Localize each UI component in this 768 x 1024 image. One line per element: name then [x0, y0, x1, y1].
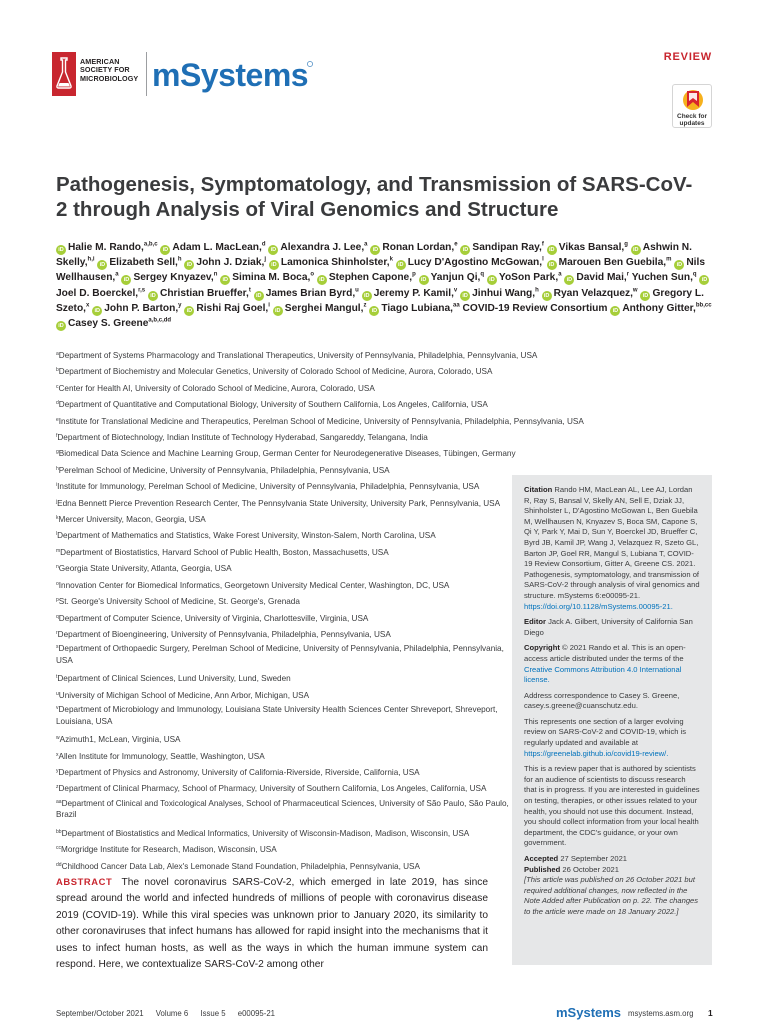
orcid-icon[interactable]: iD	[460, 245, 470, 255]
author-affiliation-marker: f	[541, 241, 544, 248]
citation-doi-link[interactable]: https://doi.org/10.1128/mSystems.00095-21.	[524, 601, 673, 611]
affiliation-item	[56, 496, 516, 512]
license-link[interactable]: Creative Commons Attribution 4.0 International license.	[524, 664, 682, 685]
publication-note: [This article was published on 26 October 2021 but required additional changes, now reflected in the Note Added after Publication on p. 22. The changes to the article were made on 18 January 2022.]	[524, 875, 699, 916]
affiliation-text: Department of Clinical Sciences, Lund University, Lund, Sweden	[57, 674, 291, 684]
author-affiliation-marker: r	[626, 272, 630, 279]
affiliation-marker: z	[56, 784, 59, 791]
affiliation-marker: e	[56, 416, 59, 423]
orcid-icon[interactable]: iD	[269, 260, 279, 270]
affiliation-item	[56, 688, 516, 704]
editor-block	[524, 617, 700, 638]
author-affiliation-marker: bb,cc	[695, 302, 712, 309]
author-affiliation-marker: q	[480, 272, 485, 279]
author-entry	[463, 303, 608, 314]
author-affiliation-marker: d	[261, 241, 266, 248]
affiliation-text: Department of Bioengineering, University of Pennsylvania, Philadelphia, Pennsylvania, USA	[57, 629, 391, 639]
author-name: Adam L. MacLean,	[172, 242, 262, 253]
affiliation-text: St. George's University School of Medicine, St. George's, Grenada	[58, 597, 300, 607]
check-for-updates-button[interactable]	[672, 84, 712, 128]
affiliation-marker: bb	[56, 828, 62, 835]
author-name: Ryan Velazquez,	[553, 287, 633, 299]
article-info-sidebar	[512, 475, 712, 965]
affiliation-marker: q	[56, 613, 59, 620]
author-affiliation-marker: h	[535, 287, 539, 294]
correspondence-block: Address correspondence to Casey S. Greene, casey.s.greene@cuanschutz.edu.	[524, 690, 680, 711]
affiliation-item	[56, 627, 516, 643]
author-entry	[56, 242, 158, 253]
author-entry	[121, 272, 217, 283]
citation-text: Rando HM, MacLean AL, Lee AJ, Lordan R, Ray S, Bansal V, Skelly AN, Sell E, Dziak JJ, Shinholster L, D'Agostino McGowan L, Ben Guebila M, Wellhausen N, Knyazev S, Boca SM, Capone S, Qi Y, Park Y, Mai D, Sun Y, Boerckel JD, Brueffer C, Byrd JB, Kamil JP, Wang J, Velazquez R, Szeto GL, Barton JP, Goel RR, Mangul S, Lubiana T, COVID-19 Review Consortium, Gitter A, Greene CS. 2021. Pathogenesis, symptomatology, and transmission of SARS-CoV-2 through analysis of viral genomics and structure. mSystems 6:e00095-21.	[524, 485, 700, 600]
author-affiliation-marker: m	[666, 256, 672, 263]
author-entry	[269, 257, 393, 268]
author-entry	[460, 242, 543, 253]
editor-text: Jack A. Gilbert, University of California San Diego	[524, 617, 693, 637]
affiliation-marker: aa	[56, 798, 62, 805]
section-note-text: This represents one section of a larger evolving review on SARS-CoV-2 and COVID-19, which is regularly updated and available at	[524, 716, 687, 748]
author-affiliation-marker: a	[115, 272, 119, 279]
orcid-icon[interactable]: iD	[396, 260, 406, 270]
footer-logo-text: mSystems	[556, 1005, 622, 1020]
affiliation-item	[56, 528, 516, 544]
affiliation-item	[56, 842, 516, 858]
affiliation-text: Department of Mathematics and Statistics, Wake Forest University, Winston-Salem, North Carolina, USA	[57, 531, 436, 541]
author-entry	[184, 303, 270, 314]
affiliation-marker: v	[56, 705, 59, 712]
abstract-text: The novel coronavirus SARS-CoV-2, which emerged in late 2019, has since spread around the world and infected hundreds of millions of people with coronavirus disease 2019 (COVID-19). While this viral species was unknown prior to January 2020, its similarity to other coronaviruses that infect humans has allowed for rapid insight into the mechanisms that it uses to infect human hosts, as well as the ways in which the human immune system can respond. Here, we contextualize SARS-CoV-2 among other	[56, 877, 488, 971]
author-entry	[268, 242, 367, 253]
author-affiliation-marker: h	[177, 256, 182, 263]
affiliation-text: Department of Biochemistry and Molecular Genetics, University of Colorado School of Medicine, Aurora, Colorado, USA	[58, 367, 493, 377]
author-affiliation-marker: o	[310, 272, 314, 279]
footer-msystems-logo	[556, 1003, 622, 1021]
author-name: Anthony Gitter,	[622, 302, 696, 314]
author-name: Jinhui Wang,	[472, 287, 536, 299]
orcid-icon[interactable]: iD	[631, 245, 641, 255]
affiliation-text: Allen Institute for Immunology, Seattle, Washington, USA	[58, 751, 265, 761]
author-affiliation-marker: h,i	[87, 256, 95, 263]
affiliation-marker: x	[56, 751, 59, 758]
author-name: Lucy D'Agostino McGowan,	[407, 257, 543, 269]
author-name: James Brian Byrd,	[265, 287, 356, 299]
affiliation-text: Mercer University, Macon, Georgia, USA	[58, 515, 206, 525]
author-name: John J. Dziak,	[196, 257, 265, 269]
author-name: Marouen Ben Guebila,	[558, 257, 667, 269]
affiliation-item	[56, 545, 516, 561]
affiliation-item	[56, 611, 516, 627]
orcid-icon[interactable]: iD	[254, 291, 264, 301]
author-entry	[148, 288, 251, 299]
author-name: Christian Brueffer,	[159, 287, 249, 299]
author-affiliation-marker: z	[363, 302, 367, 309]
orcid-icon[interactable]: iD	[460, 291, 470, 301]
orcid-icon[interactable]: iD	[92, 306, 102, 316]
affiliation-item	[56, 446, 516, 462]
author-affiliation-marker: a,b,c	[143, 241, 158, 248]
author-affiliation-marker: w	[632, 287, 638, 294]
orcid-icon[interactable]: iD	[317, 275, 327, 285]
citation-label: Citation	[524, 485, 553, 494]
author-name: Simina M. Boca,	[232, 272, 311, 284]
affiliation-text: Institute for Translational Medicine and Therapeutics, Perelman School of Medicine, University of Pennsylvania, Philadelphia, Pennsylvania, USA	[58, 416, 584, 426]
author-name: Rishi Raj Goel,	[196, 302, 269, 314]
disclaimer-block: This is a review paper that is authored by scientists for an audience of scientists to discuss research that is in progress. If you are interested in guidelines on testing, therapies, or other issues related to your health, you should not use this document. Instead, you should collect information from your local health department, the CDC's guidance, or your own government.	[524, 764, 700, 848]
affiliation-item	[56, 859, 516, 875]
check-for-updates-label: Check for updates	[677, 113, 707, 127]
author-name: Gregory L. Szeto,	[56, 287, 704, 314]
orcid-icon[interactable]: iD	[184, 260, 194, 270]
author-entry	[460, 288, 539, 299]
affiliation-text: Biomedical Data Science and Machine Learning Group, German Center for Neurodegenerative Diseases, Tübingen, Germany	[58, 449, 516, 459]
affiliation-item	[56, 826, 516, 842]
author-name: Alexandra J. Lee,	[280, 242, 365, 253]
affiliation-item	[56, 671, 516, 687]
affiliation-marker: j	[56, 498, 58, 505]
affiliation-marker: h	[56, 465, 59, 472]
author-entry	[362, 288, 458, 299]
author-name: John P. Barton,	[104, 302, 179, 314]
footer-article-id: e00095-21	[237, 1009, 276, 1018]
affiliation-item	[56, 594, 516, 610]
affiliation-text: Childhood Cancer Data Lab, Alex's Lemonade Stand Foundation, Philadelphia, Pennsylvania, USA	[61, 861, 420, 871]
author-name: Jeremy P. Kamil,	[373, 287, 454, 299]
author-entry	[547, 242, 628, 253]
author-affiliation-marker: a	[364, 241, 368, 248]
author-entry	[487, 272, 562, 283]
author-affiliation-marker: t	[248, 287, 251, 294]
orcid-icon[interactable]: iD	[273, 306, 283, 316]
affiliation-item	[56, 463, 516, 479]
orcid-icon[interactable]: iD	[184, 306, 194, 316]
orcid-icon[interactable]: iD	[56, 321, 66, 331]
affiliation-marker: d	[56, 400, 59, 407]
orcid-icon[interactable]: iD	[674, 260, 684, 270]
orcid-icon[interactable]: iD	[487, 275, 497, 285]
accepted-date: 27 September 2021	[560, 854, 628, 863]
affiliation-marker: w	[56, 735, 60, 742]
affiliation-marker: f	[56, 433, 58, 440]
article-title: Pathogenesis, Symptomatology, and Transmission of SARS-CoV-2 through Analysis of Viral Genomics and Structure	[56, 173, 693, 221]
author-name: Ashwin N. Skelly,	[56, 242, 692, 269]
author-name: Yanjun Qi,	[430, 272, 481, 284]
orcid-icon[interactable]: iD	[160, 245, 170, 255]
affiliation-item	[56, 414, 584, 430]
author-affiliation-marker: i	[268, 302, 270, 309]
author-name: Tiago Lubiana,	[381, 302, 454, 314]
author-entry	[184, 257, 266, 268]
copyright-label: Copyright	[524, 643, 560, 653]
page-number: 1	[708, 1008, 713, 1018]
affiliation-text: Morgridge Institute for Research, Madison, Wisconsin, USA	[61, 845, 277, 855]
affiliation-marker: n	[56, 564, 59, 571]
affiliation-item	[56, 561, 516, 577]
author-entry	[564, 272, 629, 283]
author-affiliation-marker: q	[692, 272, 697, 279]
affiliation-text: Department of Systems Pharmacology and Translational Therapeutics, University of Pennsylvania, Philadelphia, Pennsylvania, USA	[58, 351, 538, 360]
author-affiliation-marker: n	[213, 272, 218, 279]
author-entry	[632, 272, 697, 283]
affiliation-text: Department of Orthopaedic Surgery, Perelman School of Medicine, University of Pennsylvania, Philadelphia, Pennsylvania, USA	[56, 644, 504, 665]
footer-issue: Issue 5	[200, 1009, 226, 1018]
author-affiliation-marker: r,s	[138, 287, 146, 294]
orcid-icon[interactable]: iD	[547, 245, 557, 255]
accepted-label: Accepted	[524, 854, 559, 863]
orcid-icon[interactable]: iD	[610, 306, 620, 316]
affiliation-marker: c	[56, 383, 59, 390]
author-name: Vikas Bansal,	[558, 242, 625, 253]
published-label: Published	[524, 864, 561, 874]
affiliation-text: Department of Quantitative and Computational Biology, University of Southern California, Los Angeles, California, USA	[58, 400, 488, 410]
affiliation-item	[56, 512, 516, 528]
author-name: YoSon Park,	[498, 272, 559, 284]
author-name: Lamonica Shinholster,	[280, 257, 390, 269]
affiliation-text: Edna Bennett Pierce Prevention Research Center, The Pennsylvania State University, University Park, Pennsylvania, USA	[57, 498, 501, 508]
author-affiliation-marker: a	[558, 272, 562, 279]
affiliation-item	[56, 732, 516, 748]
citation-block	[524, 485, 700, 612]
author-entry	[220, 272, 314, 283]
author-affiliation-marker: g	[624, 241, 628, 248]
author-entry	[273, 303, 367, 314]
published-date: 26 October 2021	[562, 864, 619, 874]
affiliation-marker: cc	[56, 845, 61, 852]
affiliation-marker: l	[56, 531, 58, 538]
orcid-icon[interactable]: iD	[369, 306, 379, 316]
author-name: Casey S. Greene	[68, 318, 149, 330]
affiliation-text: Perelman School of Medicine, University of Pennsylvania, Philadelphia, Pennsylvania, USA	[58, 465, 390, 475]
affiliation-item	[56, 643, 516, 671]
footer-journal-url[interactable]: msystems.asm.org	[628, 1009, 694, 1018]
author-entry	[317, 272, 416, 283]
author-entry	[254, 288, 359, 299]
affiliation-text: Institute for Immunology, Perelman School of Medicine, University of Pennsylvania, Philadelphia, Pennsylvania, USA	[57, 482, 480, 492]
author-entry	[160, 242, 265, 253]
article-type-label: REVIEW	[663, 51, 712, 63]
author-name: Nils Wellhausen,	[56, 257, 706, 284]
author-list	[56, 240, 721, 331]
author-affiliation-marker: v	[453, 287, 458, 294]
orcid-icon[interactable]: iD	[542, 291, 552, 301]
author-affiliation-marker: j	[264, 256, 267, 263]
author-name: Halie M. Rando,	[68, 242, 144, 253]
affiliation-item	[56, 479, 516, 495]
orcid-icon[interactable]: iD	[56, 245, 66, 255]
affiliation-marker: y	[56, 767, 59, 774]
asm-flask-icon	[52, 52, 76, 96]
author-name: Elizabeth Sell,	[109, 257, 178, 269]
author-name: Joel D. Boerckel,	[56, 287, 139, 299]
author-entry	[369, 303, 459, 314]
affiliation-item	[56, 364, 516, 380]
editor-label: Editor	[524, 617, 546, 627]
author-name: Sandipan Ray,	[472, 242, 542, 253]
affiliation-marker: m	[56, 547, 61, 554]
affiliation-marker: g	[56, 449, 59, 456]
affiliation-item	[56, 781, 516, 797]
author-affiliation-marker: u	[355, 287, 359, 294]
author-name: Serghei Mangul,	[284, 302, 364, 314]
author-affiliation-marker: p	[412, 272, 416, 279]
affiliation-marker: a	[56, 351, 59, 357]
footer-issue-info	[56, 1009, 285, 1018]
footer-issue-date: September/October 2021	[56, 1009, 144, 1018]
author-affiliation-marker: k	[389, 256, 393, 263]
author-affiliation-marker: x	[86, 302, 90, 309]
affiliation-text: University of Michigan School of Medicine, Ann Arbor, Michigan, USA	[58, 690, 310, 700]
affiliation-text: Department of Physics and Astronomy, University of California-Riverside, Riverside, California, USA	[58, 767, 420, 777]
affiliation-text: Department of Microbiology and Immunology, Louisiana State University Health Sciences Center Shreveport, Shreveport, Louisiana, USA	[56, 705, 498, 726]
orcid-icon[interactable]: iD	[547, 260, 557, 270]
affiliation-marker: r	[56, 629, 58, 636]
author-name: Stephen Capone,	[328, 272, 413, 284]
author-entry	[419, 272, 485, 283]
author-entry	[56, 318, 171, 329]
abstract-label: ABSTRACT	[56, 876, 113, 887]
affiliation-item	[56, 430, 516, 446]
affiliation-item	[56, 381, 516, 397]
orcid-icon[interactable]: iD	[362, 291, 372, 301]
affiliation-text: Georgia State University, Atlanta, Georgia, USA	[58, 564, 232, 574]
affiliation-text: Department of Biostatistics, Harvard School of Public Health, Boston, Massachusetts, USA	[60, 547, 389, 557]
asm-logo	[52, 50, 144, 100]
affiliation-item	[56, 704, 516, 732]
orcid-icon[interactable]: iD	[699, 275, 709, 285]
affiliation-marker: u	[56, 690, 59, 697]
affiliation-text: Department of Clinical and Toxicological Analyses, School of Pharmaceutical Sciences, University of São Paulo, São Paulo, Brazil	[56, 798, 509, 820]
covid19-review-link[interactable]: https://greenelab.github.io/covid19-review/.	[524, 748, 669, 758]
affiliation-item	[56, 749, 516, 765]
logo-divider	[146, 52, 147, 96]
affiliation-marker: k	[56, 515, 59, 522]
author-name: Yuchen Sun,	[631, 272, 693, 284]
affiliation-marker: i	[56, 482, 58, 489]
orcid-icon[interactable]: iD	[220, 275, 230, 285]
orcid-icon[interactable]: iD	[564, 275, 574, 285]
author-entry	[97, 257, 181, 268]
orcid-icon[interactable]: iD	[148, 291, 158, 301]
author-name: COVID-19 Review Consortium	[462, 302, 608, 314]
bookmark-ribbon-icon	[673, 87, 713, 115]
copyright-block	[524, 643, 700, 685]
author-entry	[542, 288, 638, 299]
affiliation-text: Department of Computer Science, University of Virginia, Charlottesville, Virginia, USA	[58, 613, 369, 623]
affiliation-marker: o	[56, 580, 59, 587]
affiliation-marker: t	[56, 674, 58, 681]
orcid-icon[interactable]: iD	[97, 260, 107, 270]
orcid-icon[interactable]: iD	[370, 245, 380, 255]
affiliation-marker: p	[56, 597, 59, 604]
affiliation-item	[56, 765, 516, 781]
affiliation-text: Department of Clinical Pharmacy, School of Pharmacy, University of Southern California, Los Angeles, California, USA	[58, 784, 487, 794]
orcid-icon[interactable]: iD	[268, 245, 278, 255]
author-affiliation-marker: a,b,c,dd	[148, 317, 172, 324]
section-note-block	[524, 717, 700, 759]
author-affiliation-marker: y	[178, 302, 182, 309]
published-block	[524, 865, 700, 876]
abstract	[56, 874, 488, 973]
orcid-icon[interactable]: iD	[419, 275, 429, 285]
author-affiliation-marker: e	[454, 241, 458, 248]
affiliation-marker: b	[56, 367, 59, 374]
affiliation-item	[56, 578, 516, 594]
msystems-logo-text: mSystems	[152, 57, 309, 93]
affiliation-text: Center for Health AI, University of Colorado School of Medicine, Aurora, Colorado, USA	[58, 383, 375, 393]
affiliation-item	[56, 348, 538, 364]
affiliation-marker: dd	[56, 861, 62, 868]
author-name: Sergey Knyazev,	[133, 272, 214, 284]
accepted-block	[524, 854, 700, 865]
author-affiliation-marker: l	[542, 256, 544, 263]
orcid-icon[interactable]: iD	[121, 275, 131, 285]
msystems-logo	[150, 50, 320, 100]
asm-society-name: AMERICAN SOCIETY FOR MICROBIOLOGY	[80, 57, 139, 83]
author-entry	[396, 257, 544, 268]
author-name: David Mai,	[576, 272, 627, 284]
affiliation-item	[56, 798, 516, 826]
orcid-icon[interactable]: iD	[640, 291, 650, 301]
affiliation-text: Department of Biostatistics and Medical Informatics, University of Wisconsin-Madison, Madison, Wisconsin, USA	[61, 828, 470, 838]
affiliation-text: Department of Biotechnology, Indian Institute of Technology Hyderabad, Sangareddy, Telangana, India	[57, 433, 428, 443]
affiliation-text: Innovation Center for Biomedical Informatics, Georgetown University Medical Center, Washington, DC, USA	[58, 580, 450, 590]
author-entry	[370, 242, 457, 253]
author-entry	[610, 303, 711, 314]
copyright-text: © 2021 Rando et al. This is an open-access article distributed under the terms of the	[524, 643, 686, 663]
author-affiliation-marker: aa	[453, 302, 460, 309]
affiliation-text: Azimuth1, McLean, Virginia, USA	[59, 735, 181, 745]
author-name: Ronan Lordan,	[382, 242, 455, 253]
footer-volume: Volume 6	[155, 1009, 189, 1018]
author-entry	[547, 257, 672, 268]
affiliation-marker: s	[56, 644, 59, 651]
author-entry	[92, 303, 181, 314]
affiliation-item	[56, 397, 516, 413]
